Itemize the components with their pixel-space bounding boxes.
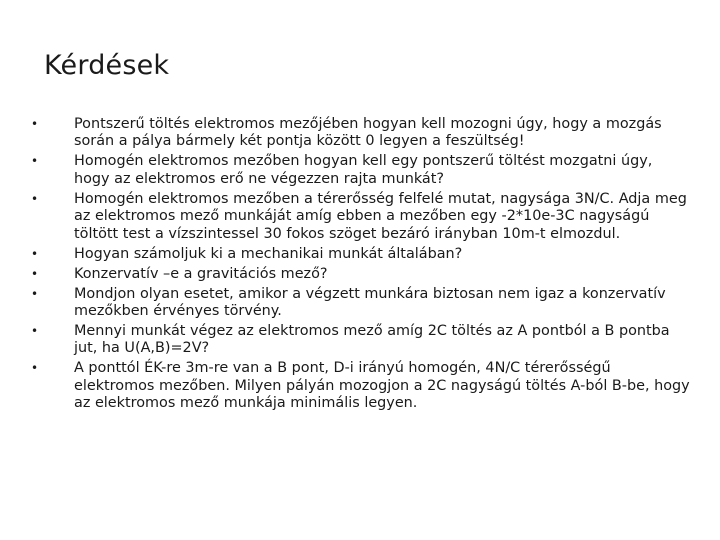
- bullet-text: Mondjon olyan esetet, amikor a végzett munkára biztosan nem igaz a konzervatív mezőkben érvényes törvény.: [74, 285, 666, 320]
- bullet-icon: •: [31, 246, 39, 261]
- list-item: [30, 191, 690, 243]
- bullet-list: [30, 116, 690, 415]
- bullet-icon: •: [31, 191, 39, 206]
- bullet-icon: •: [31, 361, 39, 376]
- list-item: [30, 286, 690, 321]
- list-item: [30, 153, 690, 188]
- bullet-text: Mennyi munkát végez az elektromos mező amíg 2C töltés az A pontból a B pontba jut, ha U(A,B)=2V?: [74, 323, 670, 357]
- list-item: [30, 266, 690, 283]
- list-item: [30, 116, 690, 151]
- bullet-text: Pontszerű töltés elektromos mezőjében hogyan kell mozogni úgy, hogy a mozgás során a pálya bármely két pontja között 0 legyen a feszültség!: [74, 116, 662, 150]
- list-item: [30, 323, 690, 358]
- bullet-text: Homogén elektromos mezőben a térerősség felfelé mutat, nagysága 3N/C. Adja meg az elektromos mező munkáját amíg ebben a mezőben egy -2*10e-3C nagyságú töltött test a vízszintessel 30 fokos szöget bezáró irányban 10m-t elmozdul.: [74, 190, 687, 242]
- bullet-icon: •: [31, 286, 39, 301]
- list-item: [30, 360, 690, 412]
- bullet-icon: •: [31, 117, 39, 131]
- slide-title: Kérdések: [44, 50, 170, 81]
- bullet-icon: •: [31, 266, 39, 281]
- list-item: [30, 246, 690, 263]
- bullet-text: Konzervatív –e a gravitációs mező?: [74, 265, 328, 282]
- bullet-icon: •: [31, 154, 39, 169]
- bullet-text: A ponttól ÉK-re 3m-re van a B pont, D-i irányú homogén, 4N/C térerősségű elektromos mezőben. Milyen pályán mozogjon a 2C nagyságú töltés A-ból B-be, hogy az elektromos mező munkája minimális legyen.: [74, 360, 690, 412]
- bullet-icon: •: [31, 324, 39, 339]
- bullet-text: Homogén elektromos mezőben hogyan kell egy pontszerű töltést mozgatni úgy, hogy az elektromos erő ne végezzen rajta munkát?: [74, 153, 653, 187]
- bullet-text: Hogyan számoljuk ki a mechanikai munkát általában?: [74, 245, 463, 262]
